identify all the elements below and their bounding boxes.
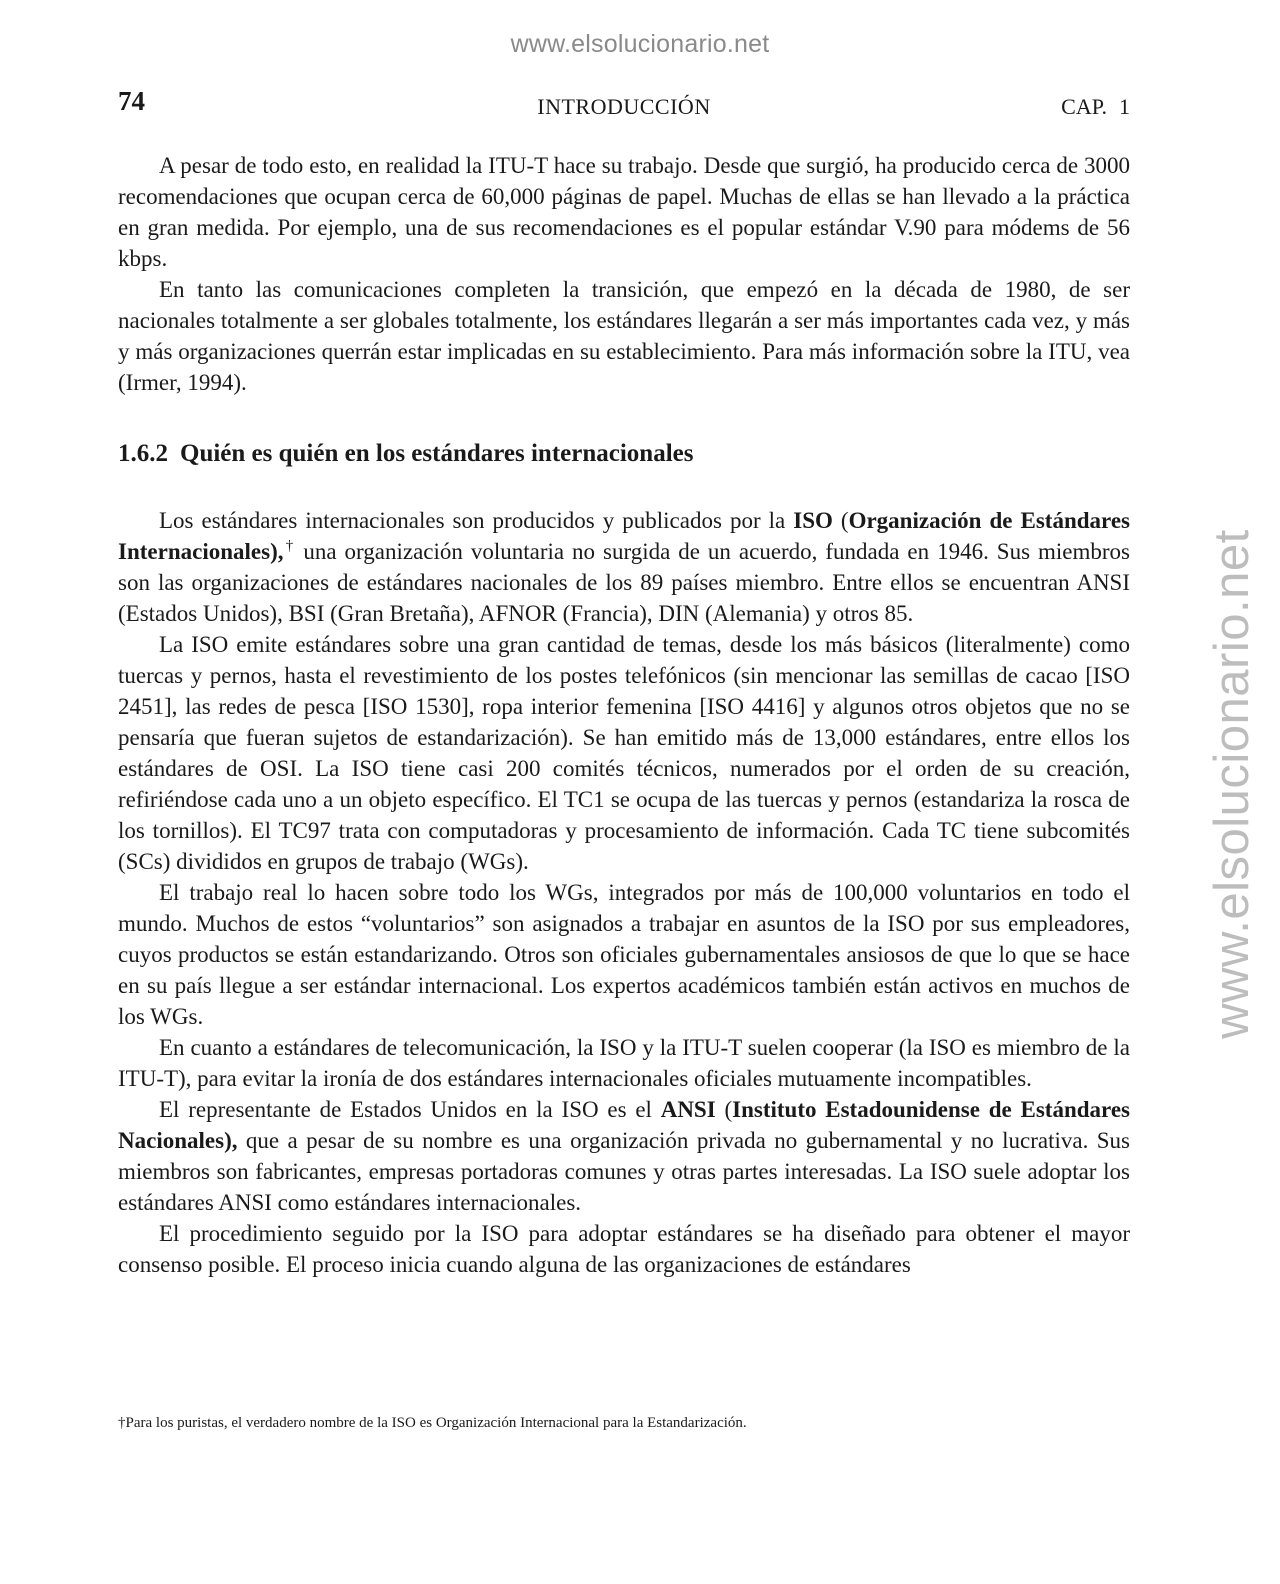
paragraph-iso-topics: La ISO emite estándares sobre una gran cantidad de temas, desde los más básicos (literalmente) como tuercas y pernos, hasta el revestimiento de los postes telefónicos (sin mencionar las semillas de cacao [ISO 2451], las redes de pesca [ISO 1530], ropa interior femenina [ISO 4416] y algunos otros objetos que no se pensaría que fueran sujetos de estandarización). Se han emitido más de 13,000 estándares, entre ellos los estándares de OSI. La ISO tiene casi 200 comités técnicos, numerados por el orden de su creación, refiriéndose cada uno a un objeto específico. El TC1 se ocupa de las tuercas y pernos (estandariza la rosca de los tornillos). El TC97 trata con computadoras y procesamiento de información. Cada TC tiene subcomités (SCs) divididos en grupos de trabajo (WGs). [118, 632, 1130, 874]
text-run: Los estándares internacionales son producidos y publicados por la [159, 508, 794, 533]
text-run: una organización voluntaria no surgida de un acuerdo, fundada en 1946. Sus miembros son las organizaciones de estándares nacionales de los 89 países miembro. Entre ellos se encuentran ANSI (Estados Unidos), BSI (Gran Bretaña), AFNOR (Francia), DIN (Alemania) y otros 85. [118, 539, 1130, 626]
running-head [118, 84, 1130, 124]
chapter-number: 1 [1119, 94, 1130, 119]
section-title: Quién es quién en los estándares internacionales [180, 440, 694, 467]
footnote-text: Para los puristas, el verdadero nombre de la ISO es Organización Internacional para la Estandarización. [125, 1415, 747, 1431]
section-number: 1.6.2 [118, 440, 168, 467]
text-run: ( [715, 1097, 733, 1122]
paragraph-ansi [118, 1094, 1130, 1218]
running-title: INTRODUCCIÓN [537, 94, 711, 119]
paragraph-wgs: El trabajo real lo hacen sobre todo los WGs, integrados por más de 100,000 voluntarios en todo el mundo. Muchos de estos “voluntarios” son asignados a trabajar en asuntos de la ISO por sus empleadores, cuyos productos se están estandarizando. Otros son oficiales gubernamentales ansiosos de que lo que se hace en su país llegue a ser estándar internacional. Los expertos académicos también están activos en muchos de los WGs. [118, 880, 1130, 1029]
page-body [118, 150, 1130, 1280]
term-ansi: ANSI [660, 1097, 716, 1122]
footnote-marker: † [283, 538, 296, 554]
paragraph-cooperation: En cuanto a estándares de telecomunicación, la ISO y la ITU-T suelen cooperar (la ISO es miembro de la ITU-T), para evitar la ironía de dos estándares internacionales oficiales mutuamente incompatibles. [118, 1035, 1130, 1091]
watermark-top: www.elsolucionario.net [510, 30, 770, 58]
paragraph-transition: En tanto las comunicaciones completen la transición, que empezó en la década de 1980, de ser nacionales totalmente a ser globales totalmente, los estándares llegarán a ser más importantes cada vez, y más y más organizaciones querrán estar implicadas en su establecimiento. Para más información sobre la ITU, vea (Irmer, 1994). [118, 277, 1130, 395]
page-number: 74 [118, 86, 145, 116]
paragraph-iso-intro [118, 505, 1130, 629]
footnote-mark: † [118, 1415, 126, 1431]
term-iso-full: Organización de Estándares Internacionales [118, 508, 1130, 564]
watermark-side: www.elsolucionario.net [1205, 529, 1259, 1039]
text-run: El representante de Estados Unidos en la ISO es el [159, 1097, 661, 1122]
term-iso: ISO [793, 508, 833, 533]
text-run: ( [832, 508, 849, 533]
footnote [118, 1413, 1130, 1433]
term-ansi-full: Instituto Estadounidense de Estándares Nacionales [118, 1097, 1130, 1153]
paragraph-itu-work: A pesar de todo esto, en realidad la ITU-T hace su trabajo. Desde que surgió, ha producido cerca de 3000 recomendaciones que ocupan cerca de 60,000 páginas de papel. Muchas de ellas se han llevado a la práctica en gran medida. Por ejemplo, una de sus recomendaciones es el popular estándar V.90 para módems de 56 kbps. [118, 153, 1130, 271]
section-heading [118, 438, 1130, 469]
text-run: ), [270, 539, 284, 564]
paragraph-procedure: El procedimiento seguido por la ISO para adoptar estándares se ha diseñado para obtener el mayor consenso posible. El proceso inicia cuando alguna de las organizaciones de estándares [118, 1221, 1130, 1277]
text-run: ), [224, 1128, 238, 1153]
chapter-label: CAP. [1061, 94, 1107, 119]
text-run: que a pesar de su nombre es una organización privada no gubernamental y no lucrativa. Sus miembros son fabricantes, empresas portadoras comunes y otras partes interesadas. La ISO suele adoptar los estándares ANSI como estándares internacionales. [118, 1128, 1130, 1215]
chapter-ref [1061, 94, 1130, 120]
